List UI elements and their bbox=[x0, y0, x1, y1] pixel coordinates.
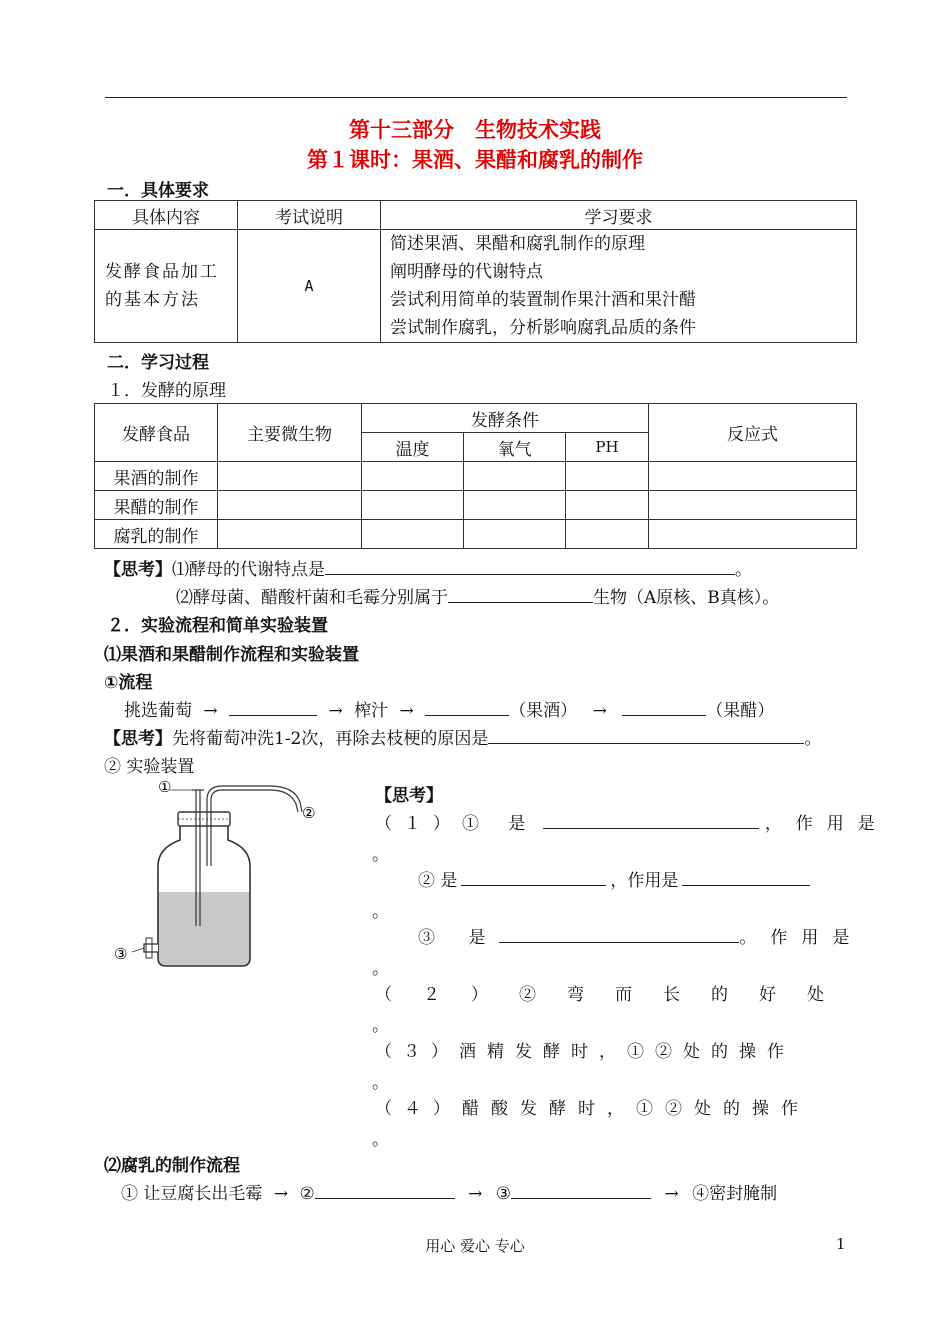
think1-q2: ⑵酵母菌、醋酸杆菌和毛霉分别属于 生物（A原核、B真核）。 bbox=[176, 583, 779, 608]
wine-flow: 挑选葡萄 → → 榨汁 → （果酒） → （果醋） bbox=[124, 696, 774, 721]
requirements-table bbox=[94, 200, 857, 343]
furu-flow: ① 让豆腐长出毛霉 → ② → ③ → ④密封腌制 bbox=[121, 1179, 777, 1204]
q2-period: 。 bbox=[372, 1016, 389, 1036]
h-food: 发酵食品 bbox=[95, 404, 218, 462]
think1-q1: 【思考】⑴酵母的代谢特点是 。 bbox=[104, 555, 752, 580]
title-part: 第十三部分 生物技术实践 bbox=[349, 117, 601, 142]
fig-label-3: ③ bbox=[114, 945, 128, 963]
think3-label: 【思考】 bbox=[375, 786, 443, 806]
sub2b-heading: ⑵腐乳的制作流程 bbox=[104, 1156, 240, 1176]
sub2a-heading: ⑴果酒和果醋制作流程和实验装置 bbox=[104, 645, 359, 665]
q1-period: 。 bbox=[372, 845, 389, 865]
level-cell: A bbox=[238, 230, 381, 343]
section2-heading: 二．学习过程 bbox=[107, 353, 209, 373]
req-cell bbox=[381, 230, 857, 343]
h-ph: PH bbox=[566, 433, 649, 462]
section1-heading: 一．具体要求 bbox=[107, 181, 209, 201]
footer-center: 用心 爱心 专心 bbox=[425, 1237, 525, 1255]
q3-period: 。 bbox=[372, 1073, 389, 1093]
col-header-req: 学习要求 bbox=[381, 201, 857, 230]
title-lesson: 第１课时：果酒、果醋和腐乳的制作 bbox=[307, 147, 643, 172]
col-header-content: 具体内容 bbox=[95, 201, 238, 230]
sub2-heading: ２．实验流程和简单实验装置 bbox=[107, 616, 328, 636]
req-item: 阐明酵母的代谢特点 bbox=[390, 262, 543, 282]
row-furu: 腐乳的制作 bbox=[95, 520, 218, 549]
q1b-line: ② 是 ，作用是 bbox=[418, 866, 810, 891]
header-rule bbox=[105, 97, 847, 98]
content-cell: 发酵食品加工的基本方法 bbox=[95, 230, 238, 343]
fig-label-1: ① bbox=[158, 778, 172, 796]
h-cond: 发酵条件 bbox=[362, 404, 649, 433]
req-item: 尝试利用简单的装置制作果汁酒和果汁醋 bbox=[390, 290, 696, 310]
q3-line: （３）酒精发酵时，①②处的操作 bbox=[375, 1042, 795, 1062]
flow-label: ①流程 bbox=[104, 673, 153, 693]
fermentation-table bbox=[94, 403, 857, 549]
h-micro: 主要微生物 bbox=[218, 404, 362, 462]
fig-label-2: ② bbox=[302, 804, 316, 822]
page-number: 1 bbox=[836, 1235, 846, 1253]
q4-period: 。 bbox=[372, 1130, 389, 1150]
row-vinegar: 果醋的制作 bbox=[95, 491, 218, 520]
req-item: 简述果酒、果醋和腐乳制作的原理 bbox=[390, 234, 645, 254]
h-o2: 氧气 bbox=[464, 433, 566, 462]
row-wine: 果酒的制作 bbox=[95, 462, 218, 491]
q4-line: （４）醋酸发酵时，①②处的操作 bbox=[375, 1099, 810, 1119]
q1c-line: ③ 是 。作用是 bbox=[418, 923, 863, 948]
req-item: 尝试制作腐乳，分析影响腐乳品质的条件 bbox=[390, 318, 696, 338]
q2-line: （２）②弯而长的好处 bbox=[375, 985, 855, 1005]
h-eq: 反应式 bbox=[649, 404, 857, 462]
sub1-heading: １．发酵的原理 bbox=[107, 381, 226, 401]
device-label: ② 实验装置 bbox=[104, 757, 195, 777]
q1c-period: 。 bbox=[372, 959, 389, 979]
q1-line: （１）① 是 ，作用是 bbox=[375, 809, 847, 834]
h-temp: 温度 bbox=[362, 433, 464, 462]
q1b-period: 。 bbox=[372, 902, 389, 922]
fermentation-bottle-figure bbox=[110, 776, 335, 976]
think2: 【思考】先将葡萄冲洗1-2次，再除去枝梗的原因是 。 bbox=[104, 724, 821, 749]
col-header-exam: 考试说明 bbox=[238, 201, 381, 230]
